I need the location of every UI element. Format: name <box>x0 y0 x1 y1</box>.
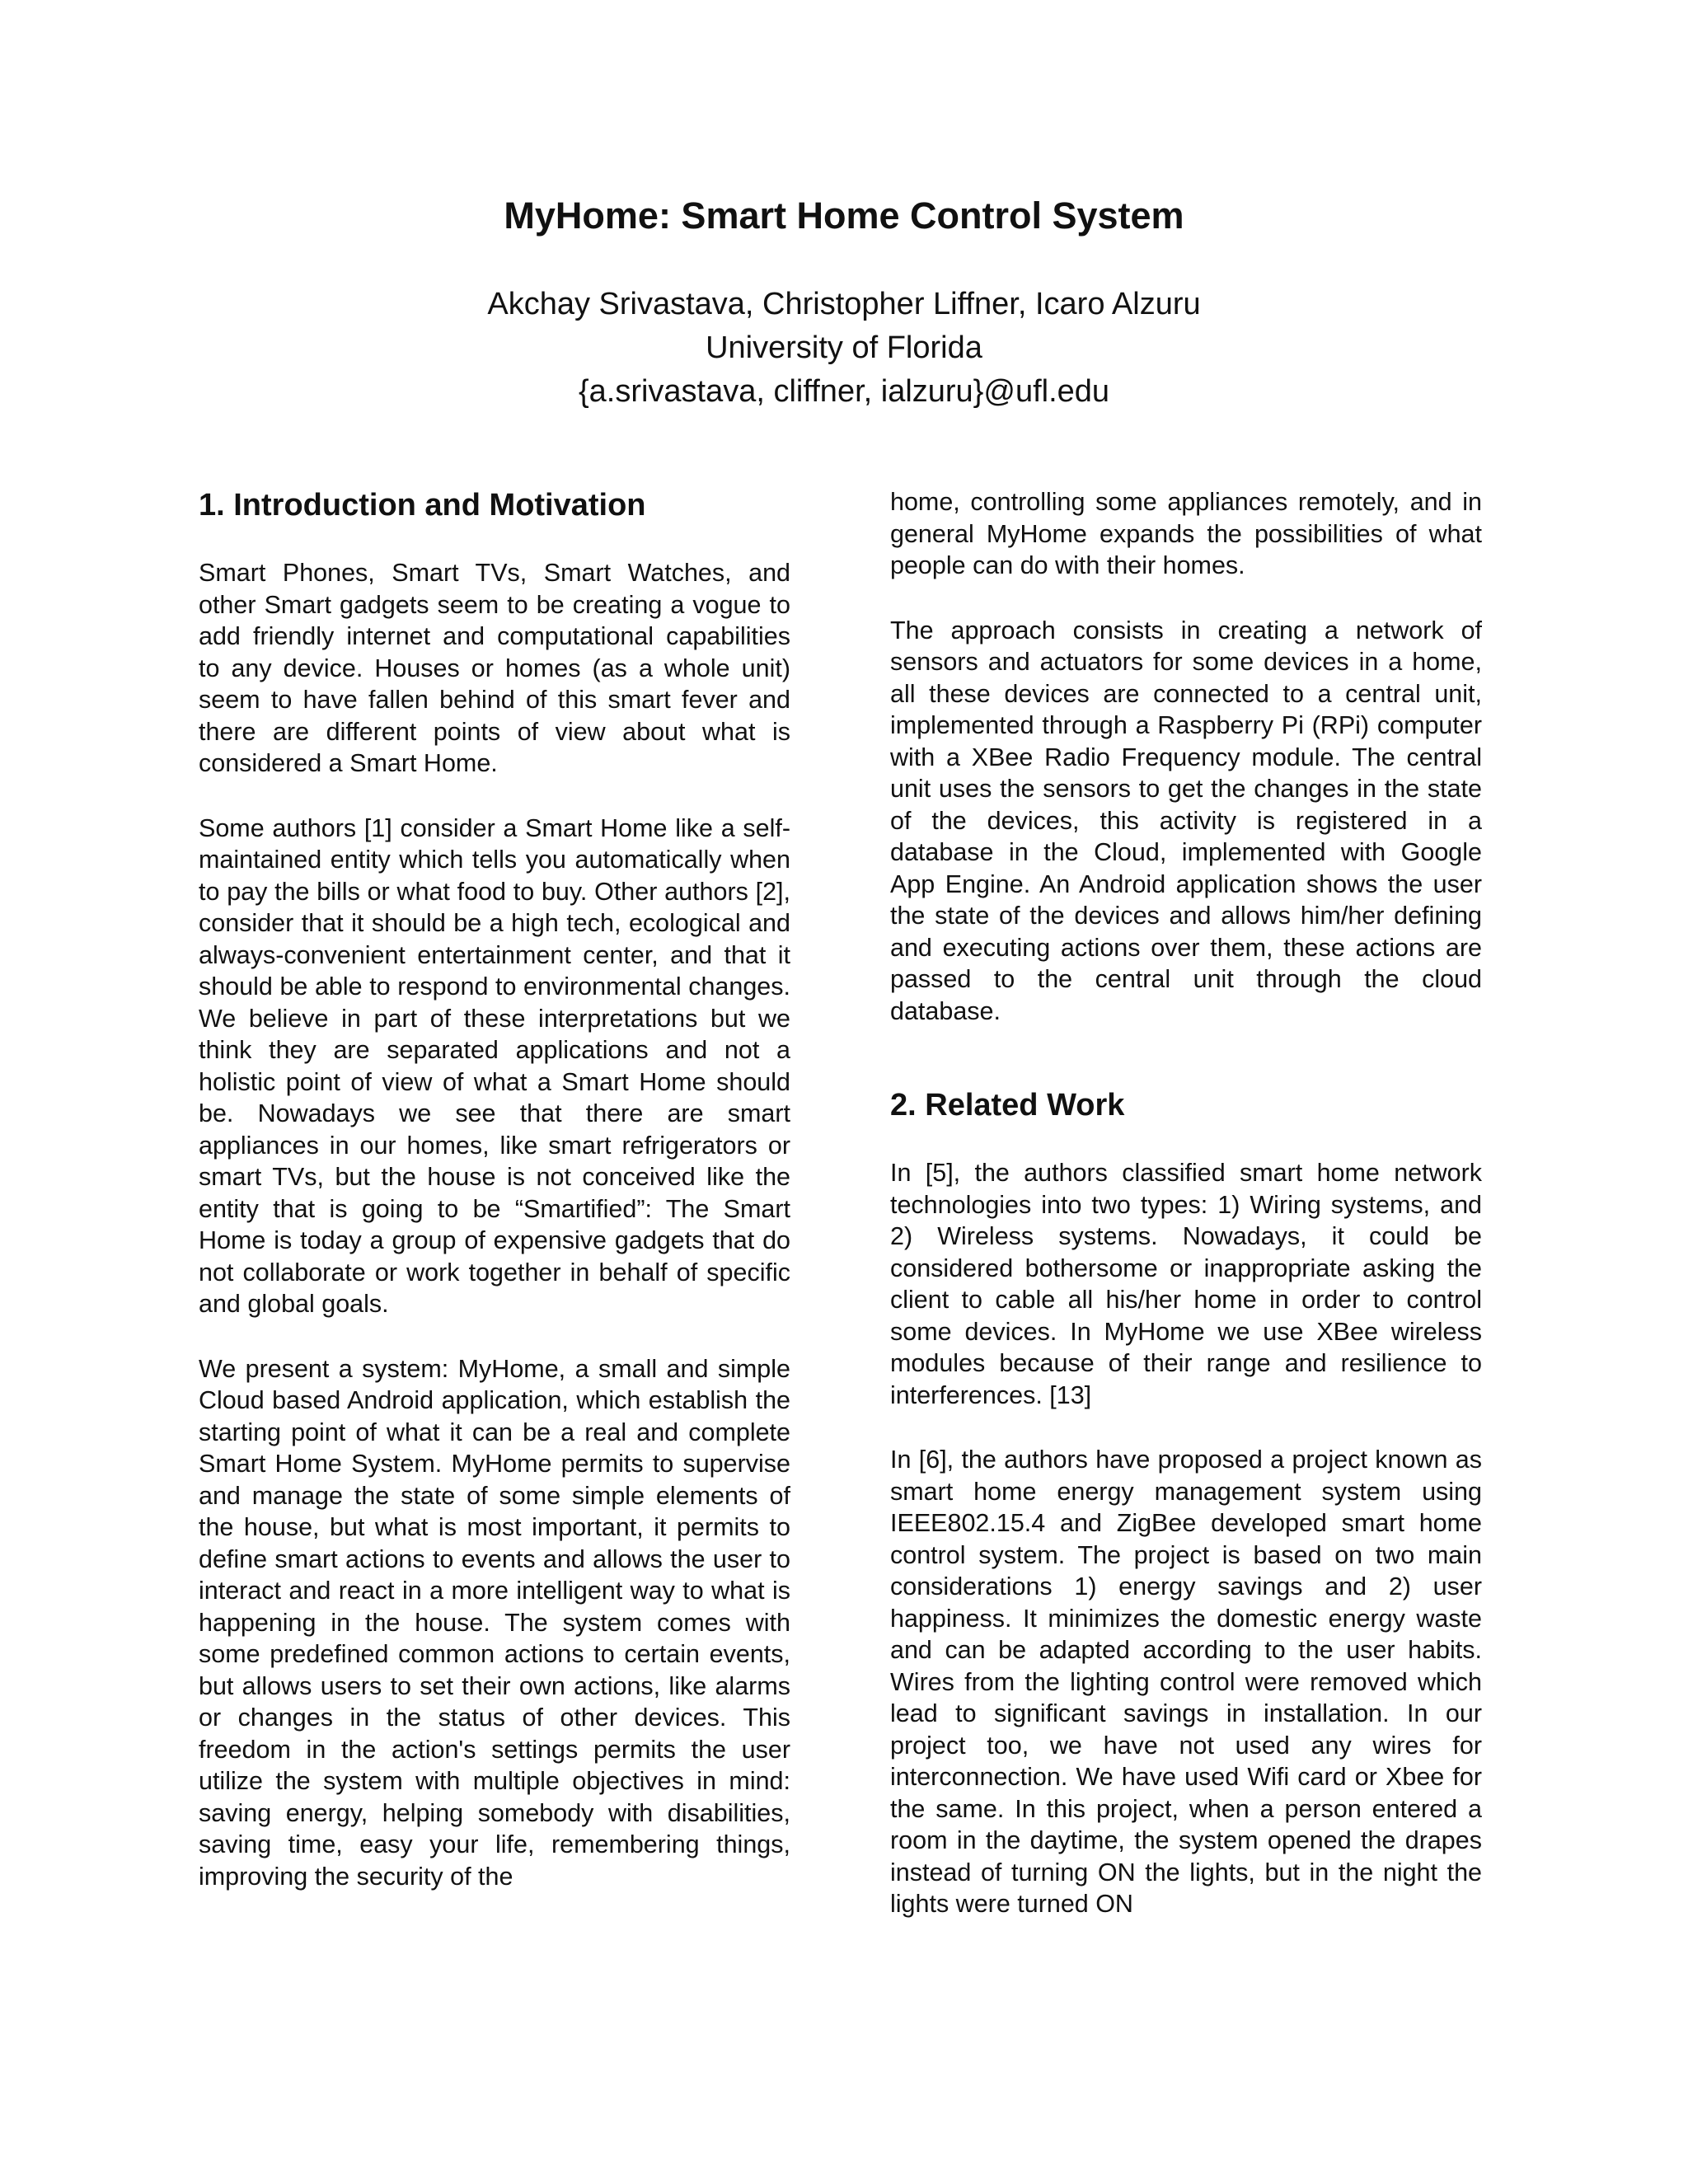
author-names: Akchay Srivastava, Christopher Liffner, Icaro Alzuru <box>487 287 1201 321</box>
affiliation: University of Florida <box>706 330 982 365</box>
intro-paragraph-5: The approach consists in creating a network of sensors and actuators for some devices in a home, all these devices are connected to a central unit, implemented through a Raspberry Pi (RPi) computer with a XBee Radio Frequency module. The central unit uses the sensors to get the changes in the state of the devices, this activity is registered in a database in the Cloud, implemented with Google App Engine. An Android application shows the user the state of the devices and allows him/her defining and executing actions over them, these actions are passed to the central unit through the cloud database. <box>890 616 1482 1025</box>
section-heading-introduction: 1. Introduction and Motivation <box>199 488 646 523</box>
intro-paragraph-3: We present a system: MyHome, a small and simple Cloud based Android application, which establish the starting point of what it can be a real and complete Smart Home System. MyHome permits to supervise and manage the state of some simple elements of the house, but what is most important, it permits to define smart actions to events and allows the user to interact and react in a more intelligent way to what is happening in the house. The system comes with some predefined common actions to certain events, but allows users to set their own actions, like alarms or changes in the status of other devices. This freedom in the action's settings permits the user utilize the system with multiple objectives in mind: saving energy, helping somebody with disabilities, saving time, easy your life, remembering things, improving the security of the <box>199 1354 790 1891</box>
author-emails: {a.srivastava, cliffner, ialzuru}@ufl.edu <box>578 374 1110 409</box>
author-block <box>0 283 1688 414</box>
intro-paragraph-1: Smart Phones, Smart TVs, Smart Watches, and other Smart gadgets seem to be creating a vogue to add friendly internet and computational capabilities to any device. Houses or homes (as a whole unit) seem to have fallen behind of this smart fever and there are different points of view about what is considered a Smart Home. <box>199 559 790 777</box>
paper-title: MyHome: Smart Home Control System <box>504 194 1184 237</box>
section-heading-related-work: 2. Related Work <box>890 1088 1125 1122</box>
right-column <box>890 486 1482 1920</box>
intro-paragraph-4: home, controlling some appliances remotely, and in general MyHome expands the possibilities of what people can do with their homes. <box>890 488 1482 579</box>
left-column <box>199 485 790 1892</box>
intro-paragraph-2: Some authors [1] consider a Smart Home like a self-maintained entity which tells you automatically when to pay the bills or what food to buy. Other authors [2], consider that it should be a high tech, ecological and always-convenient entertainment center, and that it should be able to respond to environmental changes. We believe in part of these interpretations but we think they are separated applications and not a holistic point of view of what a Smart Home should be. Nowadays we see that there are smart appliances in our homes, like smart refrigerators or smart TVs, but the house is not conceived like the entity that is going to be “Smartified”: The Smart Home is today a group of expensive gadgets that do not collaborate or work together in behalf of specific and global goals. <box>199 813 790 1318</box>
related-paragraph-2: In [6], the authors have proposed a project known as smart home energy management system using IEEE802.15.4 and ZigBee developed smart home control system. The project is based on two main considerations 1) energy savings and 2) user happiness. It minimizes the domestic energy waste and can be adapted according to the user habits. Wires from the lighting control were removed which lead to significant savings in installation. In our project too, we have not used any wires for interconnection. We have used Wifi card or Xbee for the same. In this project, when a person entered a room in the daytime, the system opened the drapes instead of turning ON the lights, but in the night the lights were turned ON <box>890 1446 1482 1918</box>
related-paragraph-1: In [5], the authors classified smart home network technologies into two types: 1) Wiring systems, and 2) Wireless systems. Nowadays, it could be considered bothersome or inappropriate asking the client to cable all his/her home in order to control some devices. In MyHome we use XBee wireless modules because of their range and resilience to interferences. [13] <box>890 1159 1482 1409</box>
